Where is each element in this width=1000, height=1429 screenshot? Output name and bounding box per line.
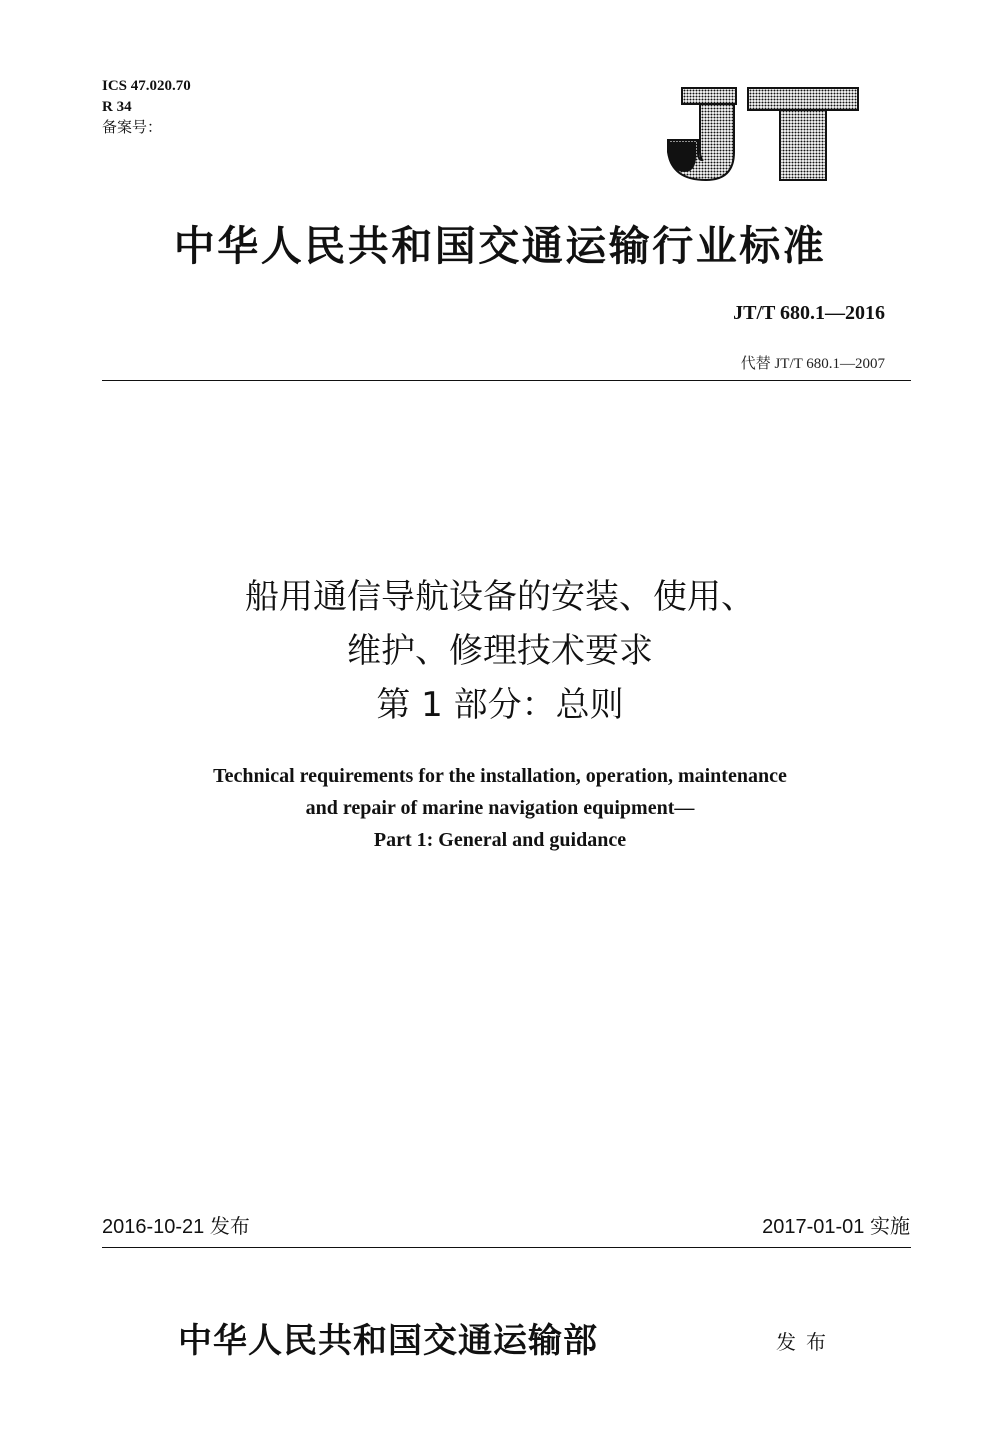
logo-letter-t xyxy=(748,88,858,180)
ics-code: ICS 47.020.70 xyxy=(102,78,191,94)
classification-block xyxy=(102,76,191,139)
chinese-title-line: 第 1 部分：总则 xyxy=(376,685,624,725)
issue-date: 2016-10-21 发布 xyxy=(102,1216,250,1238)
standard-number: JT/T 680.1—2016 xyxy=(733,302,885,324)
chinese-title-line: 维护、修理技术要求 xyxy=(347,631,653,671)
english-title-line: and repair of marine navigation equipment— xyxy=(305,797,695,819)
implementation-date: 2017-01-01 实施 xyxy=(762,1216,910,1238)
footer-divider xyxy=(102,1247,911,1248)
industry-standard-heading: 中华人民共和国交通运输行业标准 xyxy=(173,222,827,270)
header-divider xyxy=(102,380,911,381)
english-title-line: Part 1: General and guidance xyxy=(373,829,627,851)
record-number-label: 备案号： xyxy=(102,120,163,136)
issuing-authority: 中华人民共和国交通运输部 xyxy=(178,1321,598,1361)
chinese-title xyxy=(0,570,1000,732)
english-title xyxy=(0,760,1000,856)
english-title-line: Technical requirements for the installation, operation, maintenance xyxy=(213,765,787,787)
logo-letter-j xyxy=(668,88,736,180)
replaces-standard: 代替 JT/T 680.1—2007 xyxy=(740,356,885,372)
ccs-code: R 34 xyxy=(102,99,132,115)
jt-logo xyxy=(662,86,862,182)
chinese-title-line: 船用通信导航设备的安装、使用、 xyxy=(245,577,755,617)
issue-action: 发布 xyxy=(776,1330,836,1354)
